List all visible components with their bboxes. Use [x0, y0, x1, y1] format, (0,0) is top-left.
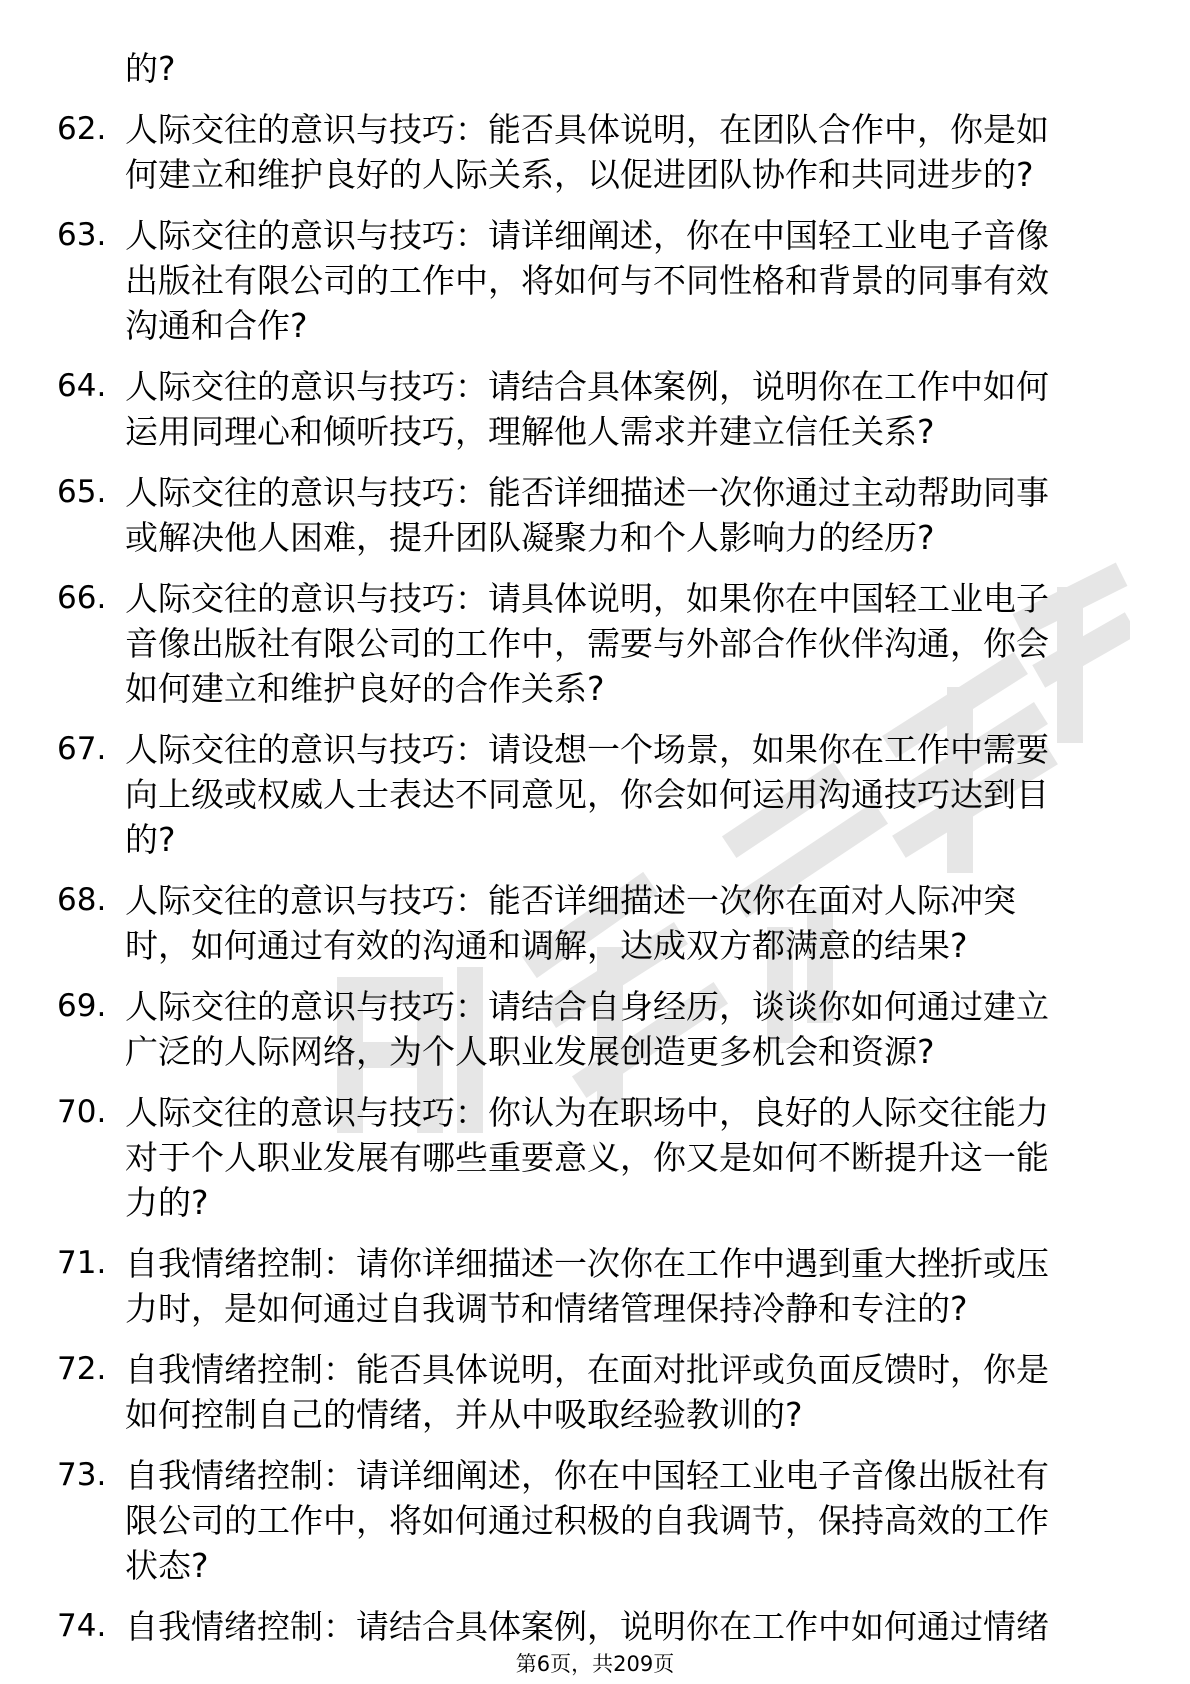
- question-line: 如何控制自己的情绪，并从中吸取经验教训的?: [125, 1395, 803, 1434]
- question-line: 出版社有限公司的工作中，将如何与不同性格和背景的同事有效: [125, 261, 1049, 300]
- question-text: [125, 1453, 1117, 1588]
- question-number: 63.: [57, 217, 107, 253]
- question-line: 音像出版社有限公司的工作中，需要与外部合作伙伴沟通，你会: [125, 624, 1049, 663]
- question-line: 或解决他人困难，提升团队凝聚力和个人影响力的经历?: [125, 518, 935, 557]
- question-line: 时，如何通过有效的沟通和调解，达成双方都满意的结果?: [125, 926, 968, 965]
- question-text: [125, 1090, 1117, 1225]
- question-line: 人际交往的意识与技巧：你认为在职场中，良好的人际交往能力: [125, 1093, 1049, 1132]
- question-number: 62.: [57, 111, 107, 147]
- question-line: 状态?: [125, 1546, 209, 1585]
- question-line: 自我情绪控制：请结合具体案例，说明你在工作中如何通过情绪: [125, 1607, 1049, 1646]
- question-number: 65.: [57, 474, 107, 510]
- question-item: [57, 470, 1117, 560]
- question-item: [57, 213, 1117, 348]
- question-line: 广泛的人际网络，为个人职业发展创造更多机会和资源?: [125, 1032, 935, 1071]
- question-text: [125, 984, 1117, 1074]
- question-number: 72.: [57, 1351, 107, 1387]
- question-number: 68.: [57, 882, 107, 918]
- question-line: 限公司的工作中，将如何通过积极的自我调节，保持高效的工作: [125, 1501, 1049, 1540]
- question-text: [125, 107, 1117, 197]
- question-list: [57, 46, 1117, 1649]
- question-number: 64.: [57, 368, 107, 404]
- question-number: 71.: [57, 1245, 107, 1281]
- question-line: 人际交往的意识与技巧：能否详细描述一次你在面对人际冲突: [125, 881, 1016, 920]
- question-number: 73.: [57, 1457, 107, 1493]
- question-line: 人际交往的意识与技巧：请结合具体案例，说明你在工作中如何: [125, 367, 1049, 406]
- question-text: [125, 1241, 1117, 1331]
- question-text: [125, 213, 1117, 348]
- question-text: [125, 1604, 1117, 1649]
- question-item: [57, 107, 1117, 197]
- question-text: [125, 470, 1117, 560]
- question-text: [125, 576, 1117, 711]
- question-item: [57, 984, 1117, 1074]
- question-text: [125, 364, 1117, 454]
- question-line: 力时，是如何通过自我调节和情绪管理保持冷静和专注的?: [125, 1289, 968, 1328]
- question-item: [57, 1241, 1117, 1331]
- question-line: 自我情绪控制：请你详细描述一次你在工作中遇到重大挫折或压: [125, 1244, 1049, 1283]
- question-line: 力的?: [125, 1183, 209, 1222]
- question-line: 人际交往的意识与技巧：能否具体说明，在团队合作中，你是如: [125, 110, 1049, 149]
- question-line: 的?: [125, 820, 176, 859]
- question-line: 人际交往的意识与技巧：请设想一个场景，如果你在工作中需要: [125, 730, 1049, 769]
- question-item: [57, 878, 1117, 968]
- question-line: 如何建立和维护良好的合作关系?: [125, 669, 605, 708]
- page-footer: 第6页，共209页: [515, 1652, 675, 1676]
- question-item: [57, 1453, 1117, 1588]
- question-number: 67.: [57, 731, 107, 767]
- question-item: [57, 1604, 1117, 1649]
- question-line: 人际交往的意识与技巧：请结合自身经历，谈谈你如何通过建立: [125, 987, 1049, 1026]
- question-item: [57, 727, 1117, 862]
- question-line: 对于个人职业发展有哪些重要意义，你又是如何不断提升这一能: [125, 1138, 1049, 1177]
- question-line: 自我情绪控制：请详细阐述，你在中国轻工业电子音像出版社有: [125, 1456, 1049, 1495]
- question-line: 沟通和合作?: [125, 306, 308, 345]
- question-text: [125, 727, 1117, 862]
- question-line: 人际交往的意识与技巧：请具体说明，如果你在中国轻工业电子: [125, 579, 1049, 618]
- question-number: 74.: [57, 1608, 107, 1644]
- question-number: 70.: [57, 1094, 107, 1130]
- question-line: 何建立和维护良好的人际关系，以促进团队协作和共同进步的?: [125, 155, 1034, 194]
- question-text: [125, 1347, 1117, 1437]
- question-line: 人际交往的意识与技巧：请详细阐述，你在中国轻工业电子音像: [125, 216, 1049, 255]
- question-line: 运用同理心和倾听技巧，理解他人需求并建立信任关系?: [125, 412, 935, 451]
- question-item: [57, 1090, 1117, 1225]
- question-line: 自我情绪控制：能否具体说明，在面对批评或负面反馈时，你是: [125, 1350, 1049, 1389]
- continued-text: 的?: [125, 49, 176, 88]
- question-number: 69.: [57, 988, 107, 1024]
- question-line: 人际交往的意识与技巧：能否详细描述一次你通过主动帮助同事: [125, 473, 1049, 512]
- question-number: 66.: [57, 580, 107, 616]
- question-line: 向上级或权威人士表达不同意见，你会如何运用沟通技巧达到目: [125, 775, 1049, 814]
- question-item: [57, 1347, 1117, 1437]
- question-item: [57, 364, 1117, 454]
- question-text: [125, 878, 1117, 968]
- question-item: [57, 576, 1117, 711]
